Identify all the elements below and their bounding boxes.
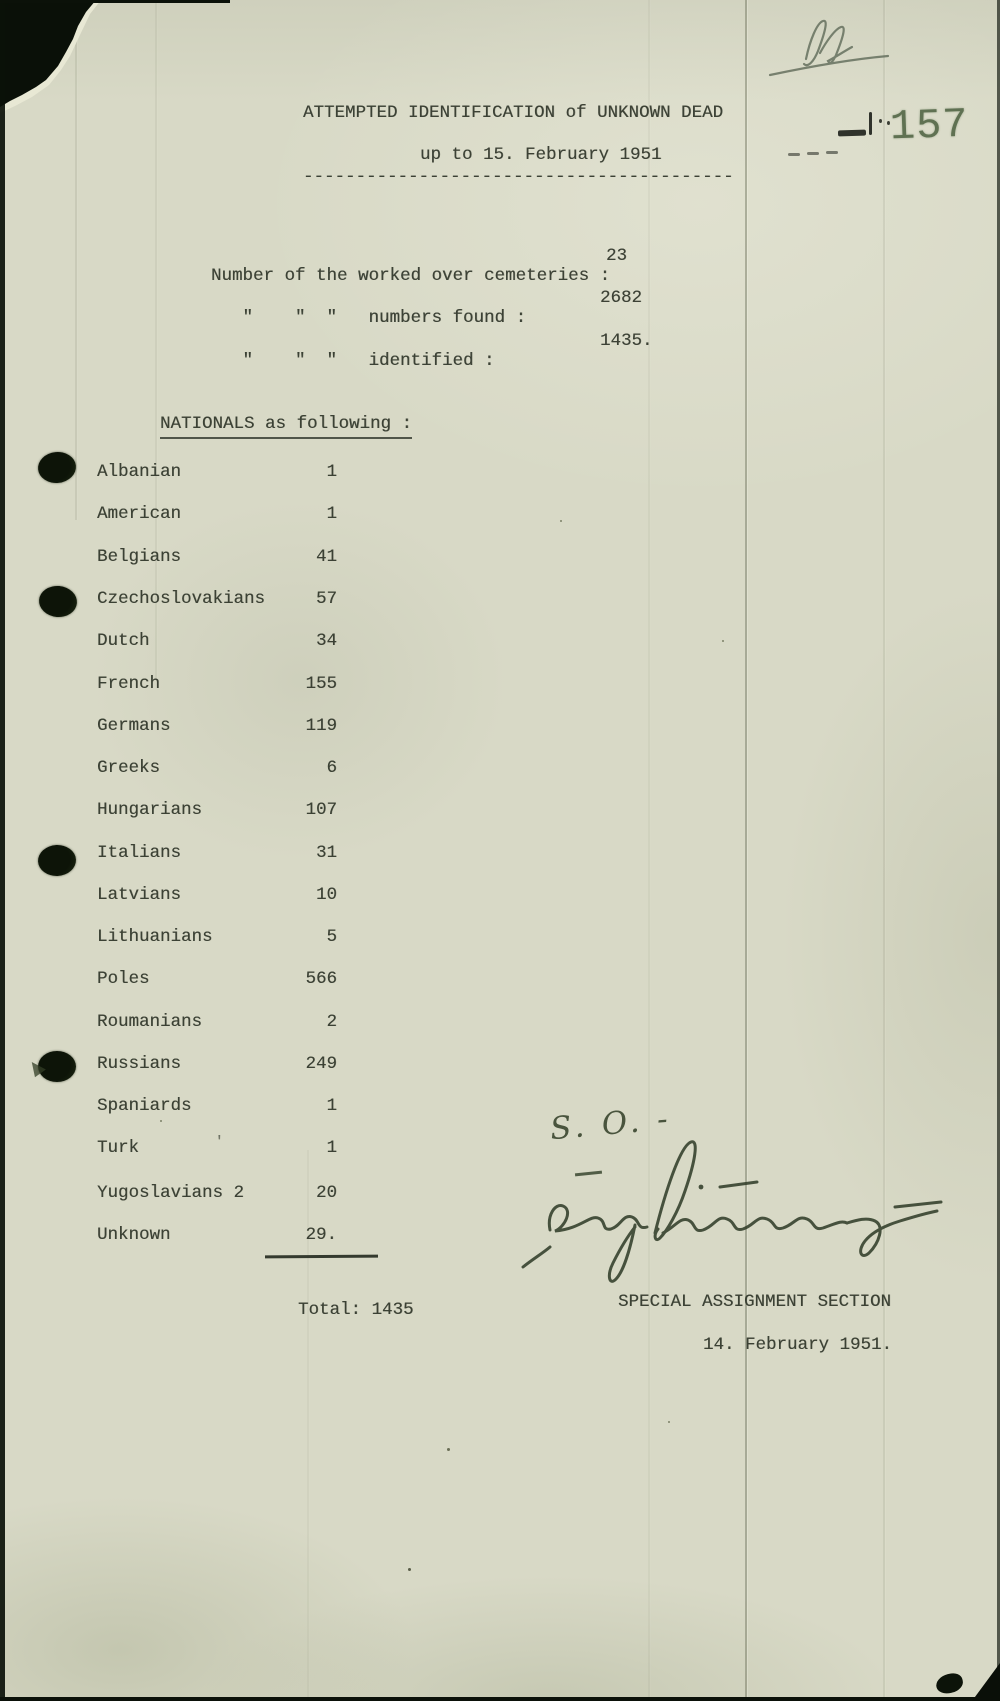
- paper-crease: [745, 0, 747, 1701]
- nationals-heading-text: NATIONALS as following :: [160, 414, 412, 439]
- stray-apostrophe-mark: ': [215, 1134, 224, 1150]
- pencil-tick-mark: [869, 112, 872, 135]
- nationality-label: French: [97, 674, 161, 694]
- top-edge-shadow: [0, 0, 230, 3]
- nationality-count: 6: [326, 758, 337, 778]
- nationality-count: 249: [305, 1054, 337, 1074]
- nationality-label: Unknown: [97, 1225, 171, 1245]
- nationality-row: [97, 504, 342, 526]
- page-number-stamp: 157: [889, 100, 970, 152]
- nationality-count: 5: [326, 927, 337, 947]
- summary-value: 23: [606, 246, 628, 266]
- bottom-right-corner-shadow: [972, 1663, 1000, 1701]
- summary-value: 1435.: [600, 331, 653, 351]
- paper-speck: [160, 1120, 162, 1122]
- nationality-count: 155: [305, 674, 337, 694]
- nationality-row: [97, 1096, 342, 1118]
- nationality-row: [97, 1054, 342, 1076]
- nationality-count: 1: [326, 504, 337, 524]
- paper-crease: [75, 0, 77, 520]
- handwritten-signature: [495, 1015, 955, 1295]
- pencil-dash: [826, 151, 838, 154]
- nationality-label: Latvians: [97, 885, 182, 905]
- nationality-count: 10: [315, 885, 337, 905]
- total-rule: [265, 1255, 378, 1259]
- nationality-row: [97, 1183, 342, 1205]
- nationality-row: [97, 547, 342, 569]
- nationality-row: [97, 927, 342, 949]
- summary-row: [148, 246, 610, 286]
- summary-label: Number of the worked over cemeteries :: [211, 266, 611, 286]
- pencil-dash-mark: [838, 130, 866, 137]
- nationality-row: [97, 1134, 342, 1160]
- bottom-edge-shadow: [0, 1697, 1000, 1701]
- nationality-count: 20: [315, 1183, 337, 1203]
- nationality-label: Spaniards: [97, 1096, 192, 1116]
- nationals-heading: [97, 394, 412, 454]
- nationality-row: [97, 969, 342, 991]
- nationality-label: Yugoslavians 2: [97, 1183, 245, 1203]
- signature-initials: S. O. -: [548, 1100, 673, 1148]
- nationality-row: [97, 843, 342, 865]
- paper-speck: [447, 1448, 450, 1451]
- footer-date: 14. February 1951.: [703, 1335, 893, 1355]
- document-subtitle: up to 15. February 1951: [420, 145, 662, 165]
- summary-label: " " " numbers found :: [211, 308, 527, 328]
- paper-speck: [560, 520, 562, 522]
- nationality-count: 57: [315, 589, 337, 609]
- nationality-count: 2: [326, 1012, 337, 1032]
- nationality-label: Italians: [97, 843, 182, 863]
- total-label: Total:: [298, 1300, 362, 1320]
- left-edge-shadow: [0, 0, 5, 1701]
- nationality-label: Roumanians: [97, 1012, 203, 1032]
- nationality-count: 1: [326, 1096, 337, 1116]
- nationality-row: [97, 716, 342, 738]
- nationality-row: [97, 674, 342, 696]
- nationality-count: 34: [315, 631, 337, 651]
- nationality-label: Hungarians: [97, 800, 203, 820]
- paper-crease: [648, 0, 650, 1701]
- pencil-dash: [788, 153, 800, 156]
- summary-value: 2682: [600, 288, 643, 308]
- paper-speck: [722, 640, 724, 642]
- title-divider: -----------------------------------------: [303, 167, 734, 187]
- summary-row: [148, 288, 526, 328]
- nationality-count: 1: [326, 462, 337, 482]
- nationality-label: Dutch: [97, 631, 150, 651]
- paper-speck: [408, 1568, 411, 1571]
- nationality-row: [97, 1012, 342, 1034]
- punch-hole: [37, 844, 77, 877]
- nationality-label: Turk: [97, 1138, 140, 1158]
- nationality-row: [97, 589, 342, 611]
- document-title: ATTEMPTED IDENTIFICATION of UNKNOWN DEAD: [303, 103, 724, 123]
- nationality-row: [97, 758, 342, 780]
- punch-hole-tear-flap: [26, 1062, 46, 1080]
- nationality-row: [97, 631, 342, 653]
- punch-hole: [38, 584, 79, 618]
- nationality-count: 566: [305, 969, 337, 989]
- nationality-label: Russians: [97, 1054, 182, 1074]
- punch-hole: [36, 450, 77, 485]
- pencil-dash: [807, 152, 819, 155]
- nationality-count: 29.: [305, 1225, 337, 1245]
- nationality-row: [97, 1225, 342, 1247]
- bottom-right-ink-blob: [934, 1671, 965, 1696]
- nationality-label: Poles: [97, 969, 150, 989]
- footer-section-name: SPECIAL ASSIGNMENT SECTION: [618, 1292, 892, 1312]
- summary-label: " " " identified :: [211, 351, 495, 371]
- paper-crease: [883, 0, 885, 1701]
- nationality-count: 41: [315, 547, 337, 567]
- handwritten-file-note: [758, 12, 900, 84]
- total-value: 1435: [371, 1300, 414, 1320]
- nationality-count: 1: [326, 1138, 337, 1158]
- paper-speck: [668, 1421, 670, 1423]
- nationality-label: Belgians: [97, 547, 182, 567]
- nationality-row: [97, 800, 342, 822]
- nationality-row: [97, 462, 342, 484]
- nationality-label: American: [97, 504, 182, 524]
- nationality-row: [97, 885, 342, 907]
- nationality-label: Greeks: [97, 758, 161, 778]
- nationality-count: 31: [315, 843, 337, 863]
- nationality-label: Germans: [97, 716, 171, 736]
- nationality-count: 119: [305, 716, 337, 736]
- nationality-label: Albanian: [97, 462, 182, 482]
- punch-hole-torn: [38, 1051, 76, 1082]
- summary-row: [148, 331, 495, 371]
- pencil-dot: [879, 119, 882, 123]
- total-row: [235, 1280, 414, 1340]
- nationality-count: 107: [305, 800, 337, 820]
- nationality-label: Czechoslovakians: [97, 589, 266, 609]
- nationality-label: Lithuanians: [97, 927, 213, 947]
